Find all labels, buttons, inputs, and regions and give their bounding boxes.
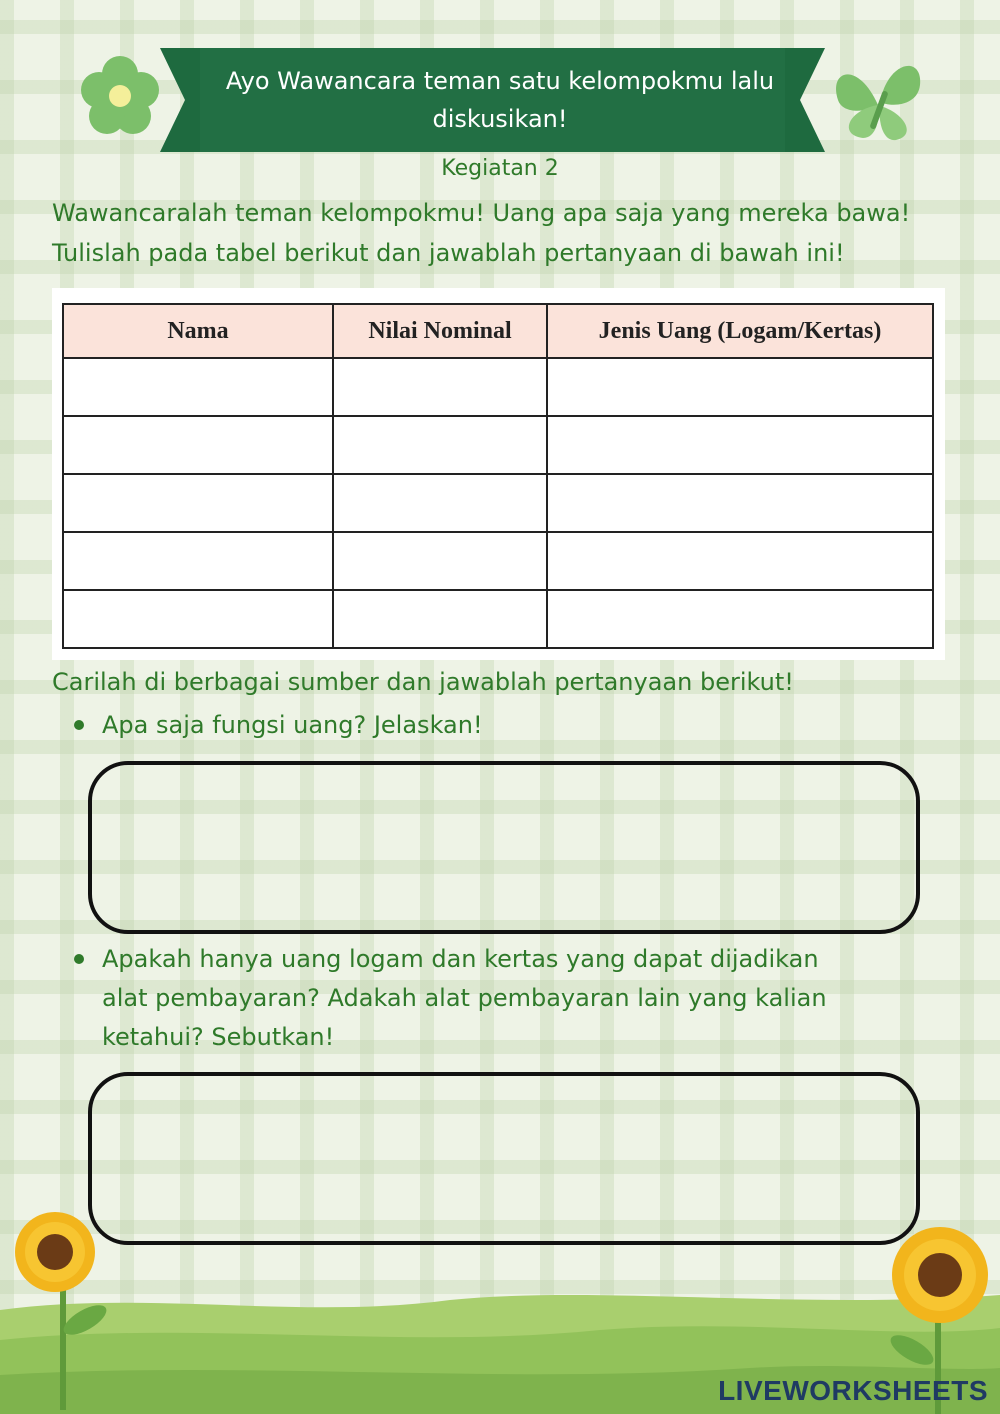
- table-cell[interactable]: [63, 532, 333, 590]
- table-cell[interactable]: [63, 590, 333, 648]
- butterfly-icon: [828, 50, 928, 150]
- table-cell[interactable]: [547, 590, 933, 648]
- table-cell[interactable]: [547, 416, 933, 474]
- bullet-icon: [74, 720, 84, 730]
- question-1: Apa saja fungsi uang? Jelaskan!: [102, 711, 483, 739]
- activity-label: Kegiatan 2: [441, 156, 559, 181]
- questions-intro: Carilah di berbagai sumber dan jawablah pertanyaan berikut!: [52, 668, 794, 696]
- table-cell[interactable]: [333, 416, 547, 474]
- column-header-name: Nama: [63, 304, 333, 358]
- table-cell[interactable]: [333, 590, 547, 648]
- table-cell[interactable]: [333, 532, 547, 590]
- instruction-text: Wawancaralah teman kelompokmu! Uang apa saja yang mereka bawa! Tulislah pada tabel berikut dan jawablah pertanyaan di bawah ini!: [52, 199, 911, 267]
- table-row: [63, 358, 933, 416]
- table-cell[interactable]: [63, 416, 333, 474]
- banner-title: Ayo Wawancara teman satu kelompokmu lalu diskusikan!: [225, 67, 775, 133]
- answer-box-1[interactable]: [88, 761, 920, 934]
- table-cell[interactable]: [547, 358, 933, 416]
- column-header-nominal: Nilai Nominal: [333, 304, 547, 358]
- column-header-money-type: Jenis Uang (Logam/Kertas): [547, 304, 933, 358]
- table-cell[interactable]: [63, 474, 333, 532]
- flower-icon: [78, 54, 162, 138]
- table-row: [63, 474, 933, 532]
- table-cell[interactable]: [333, 474, 547, 532]
- table-cell[interactable]: [333, 358, 547, 416]
- table-cell[interactable]: [547, 474, 933, 532]
- question-2: Apakah hanya uang logam dan kertas yang dapat dijadikan alat pembayaran? Adakah alat pembayaran lain yang kalian ketahui? Sebutkan!: [102, 945, 827, 1051]
- table-row: [63, 416, 933, 474]
- table-row: [63, 532, 933, 590]
- table-cell[interactable]: [63, 358, 333, 416]
- table-header-row: [63, 304, 933, 358]
- interview-table-card: [52, 288, 945, 660]
- table-cell[interactable]: [547, 532, 933, 590]
- interview-table: [62, 303, 934, 649]
- liveworksheets-watermark: LIVEWORKSHEETS: [718, 1375, 988, 1406]
- bullet-icon: [74, 954, 84, 964]
- table-row: [63, 590, 933, 648]
